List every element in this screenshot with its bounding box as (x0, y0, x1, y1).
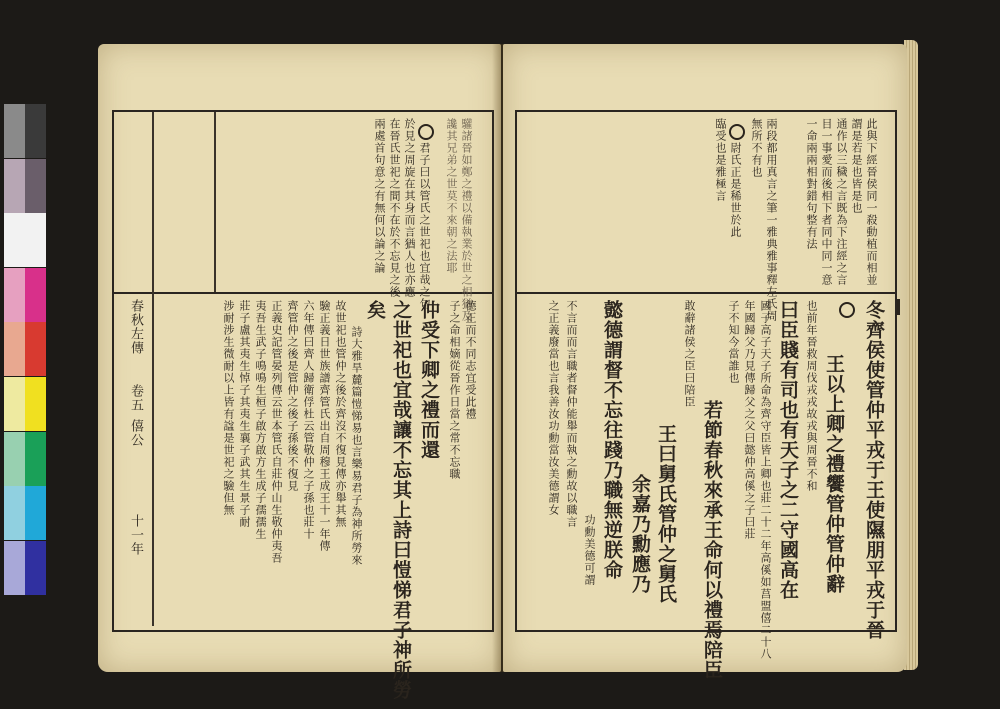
right-main-column: 王曰舅氏管仲之舅氏 (655, 424, 677, 604)
right-upper-note: 此與下經晉侯同一殺動植而相並 (865, 118, 878, 286)
open-book (98, 38, 918, 700)
left-main-column: 詩大雅旱麓篇愷悌易也言樂易君子為神所勞來 (350, 326, 363, 566)
calibration-swatch (25, 213, 46, 267)
left-main-column: 子之命相嫡從晉作日當之常不忘職 (448, 300, 461, 480)
left-main-column: 驗正義日世族譜齊管氏出自周穆王成王十一年傳 (318, 300, 331, 552)
calibration-swatch (4, 159, 25, 213)
left-upper-note: 兩處首句意之有無何以論之論 (373, 118, 386, 274)
right-main-column: 年國歸父乃見傳歸父之父曰懿仲高傒之子曰莊 (743, 300, 756, 540)
calibration-swatch (4, 213, 25, 267)
right-upper-note: 一命兩兩相對錯句整有法 (805, 118, 818, 250)
left-upper-rule (214, 112, 216, 292)
calibration-swatch (4, 486, 25, 540)
calibration-swatch (4, 104, 25, 158)
calibration-swatch (25, 377, 46, 431)
right-upper-note: 臨受也是雅極言 (714, 118, 727, 202)
section-circle-marker (839, 302, 855, 318)
right-main-column: 曰臣賤有司也有天子之二守國高在 (777, 300, 799, 600)
calibration-swatch (4, 377, 25, 431)
right-main-column: 功勳美德可謂 (583, 514, 596, 586)
margin-book-title: 春秋左傳 (128, 299, 143, 355)
margin-chapter: 僖公 (128, 419, 143, 447)
calibration-swatch (4, 541, 25, 595)
left-main-column: 故世祀也管仲之後於齊沒不復見傳亦舉其無 (334, 300, 347, 528)
left-main-column: 涉耐涉生微耐以上皆有諡是世祀之驗但無 (222, 300, 235, 516)
right-main-column: 國子高子天子所命為齊守臣皆上卿也莊二十二年高傒如莒盟僖二十八 (759, 300, 772, 660)
calibration-swatch (25, 541, 46, 595)
right-upper-note: 兩段都用真言之筆一雅典雅事釋左氏周 (765, 118, 778, 322)
right-main-column: 也前年晉救周伐戎戎故戎與周晉不和 (805, 300, 818, 492)
note-circle-marker (729, 124, 745, 140)
left-page (98, 44, 501, 700)
calibration-swatch (4, 322, 25, 376)
right-upper-note: 目一事愛而後相下者同中同一意 (820, 118, 833, 286)
left-margin-rule (152, 112, 154, 626)
right-main-column: 余嘉乃勳應乃 (629, 474, 651, 594)
right-main-column: 子不知今當誰也 (727, 300, 740, 384)
margin-volume: 卷五 (128, 384, 143, 412)
calibration-swatch (25, 322, 46, 376)
right-main-column: 冬齊侯使管仲平戎于王使隰朋平戎于晉 (863, 300, 885, 640)
right-main-column: 敢辭諸侯之臣曰陪臣 (683, 300, 696, 408)
right-upper-note: 無所不有也 (750, 118, 763, 178)
calibration-swatch (25, 432, 46, 486)
left-upper-note: 在晉氏世祀之間不在於不忘見之後 (388, 118, 401, 298)
right-upper-note: 尉氏正是稀世於此 (729, 142, 742, 238)
calibration-swatch (25, 104, 46, 158)
left-main-column: 夷吾生武子鳴鳴生桓子啟方啟方生成子孺孺生 (254, 300, 267, 540)
right-main-column: 不言而而言職者督仲能舉而執之勳故以職言 (565, 300, 578, 528)
left-upper-note: 於見之周旋在其身而言猶人也亦應 (403, 118, 416, 298)
color-calibration-strip (4, 104, 46, 596)
left-upper-note: 君子曰以管氏之世祀也宜哉之句 (418, 142, 431, 310)
right-main-column: 王以上卿之禮饗管仲管仲辭 (823, 354, 845, 594)
left-main-column: 矣 (364, 300, 386, 320)
right-main-column: 若節春秋來承王命何以禮焉陪臣 (701, 400, 723, 680)
right-page-divider (515, 292, 895, 294)
right-main-column: 之正義廢當也言我善汝功勳當汝美德謂女 (547, 300, 560, 516)
note-circle-marker (418, 124, 434, 140)
left-main-column: 六年傳曰齊人歸衛俘杜云管敬仲之子孫也莊十 (302, 300, 315, 540)
right-upper-note: 通作以三穢之言既為下注經之言 (835, 118, 848, 286)
calibration-swatch (25, 159, 46, 213)
right-main-column: 懿德謂督不忘往踐乃職無逆朕命 (601, 300, 623, 580)
left-main-column: 齊管仲之後是管仲之後子孫後不復見 (286, 300, 299, 492)
left-main-column: 莊子盧其夷生悼子其夷生襄子武其生景子耐 (238, 300, 251, 528)
calibration-swatch (25, 268, 46, 322)
left-main-column: 仲受下卿之禮而還 (418, 300, 440, 460)
left-page-divider (112, 292, 492, 294)
left-upper-note: 驩諸晉如鄭之禮以備執業於世之相猶及 (460, 118, 473, 322)
right-page (503, 44, 907, 680)
left-main-column: 德正而不同志宜受此禮 (464, 300, 477, 420)
right-margin-tab (897, 299, 900, 315)
left-upper-note: 讒其兄弟之世莫不來朝之法耶 (445, 118, 458, 274)
left-main-column: 之世祀也宜哉讓不忘其上詩曰愷悌君子神所勞 (390, 300, 412, 700)
margin-year-mark: 十一年 (128, 514, 143, 556)
calibration-swatch (4, 268, 25, 322)
calibration-swatch (25, 486, 46, 540)
right-upper-note: 謂是若是也皆是也 (850, 118, 863, 214)
calibration-swatch (4, 432, 25, 486)
left-main-column: 正義史記管晏列傳云世本管氏自莊仲山生敬仲夷吾 (270, 300, 283, 564)
